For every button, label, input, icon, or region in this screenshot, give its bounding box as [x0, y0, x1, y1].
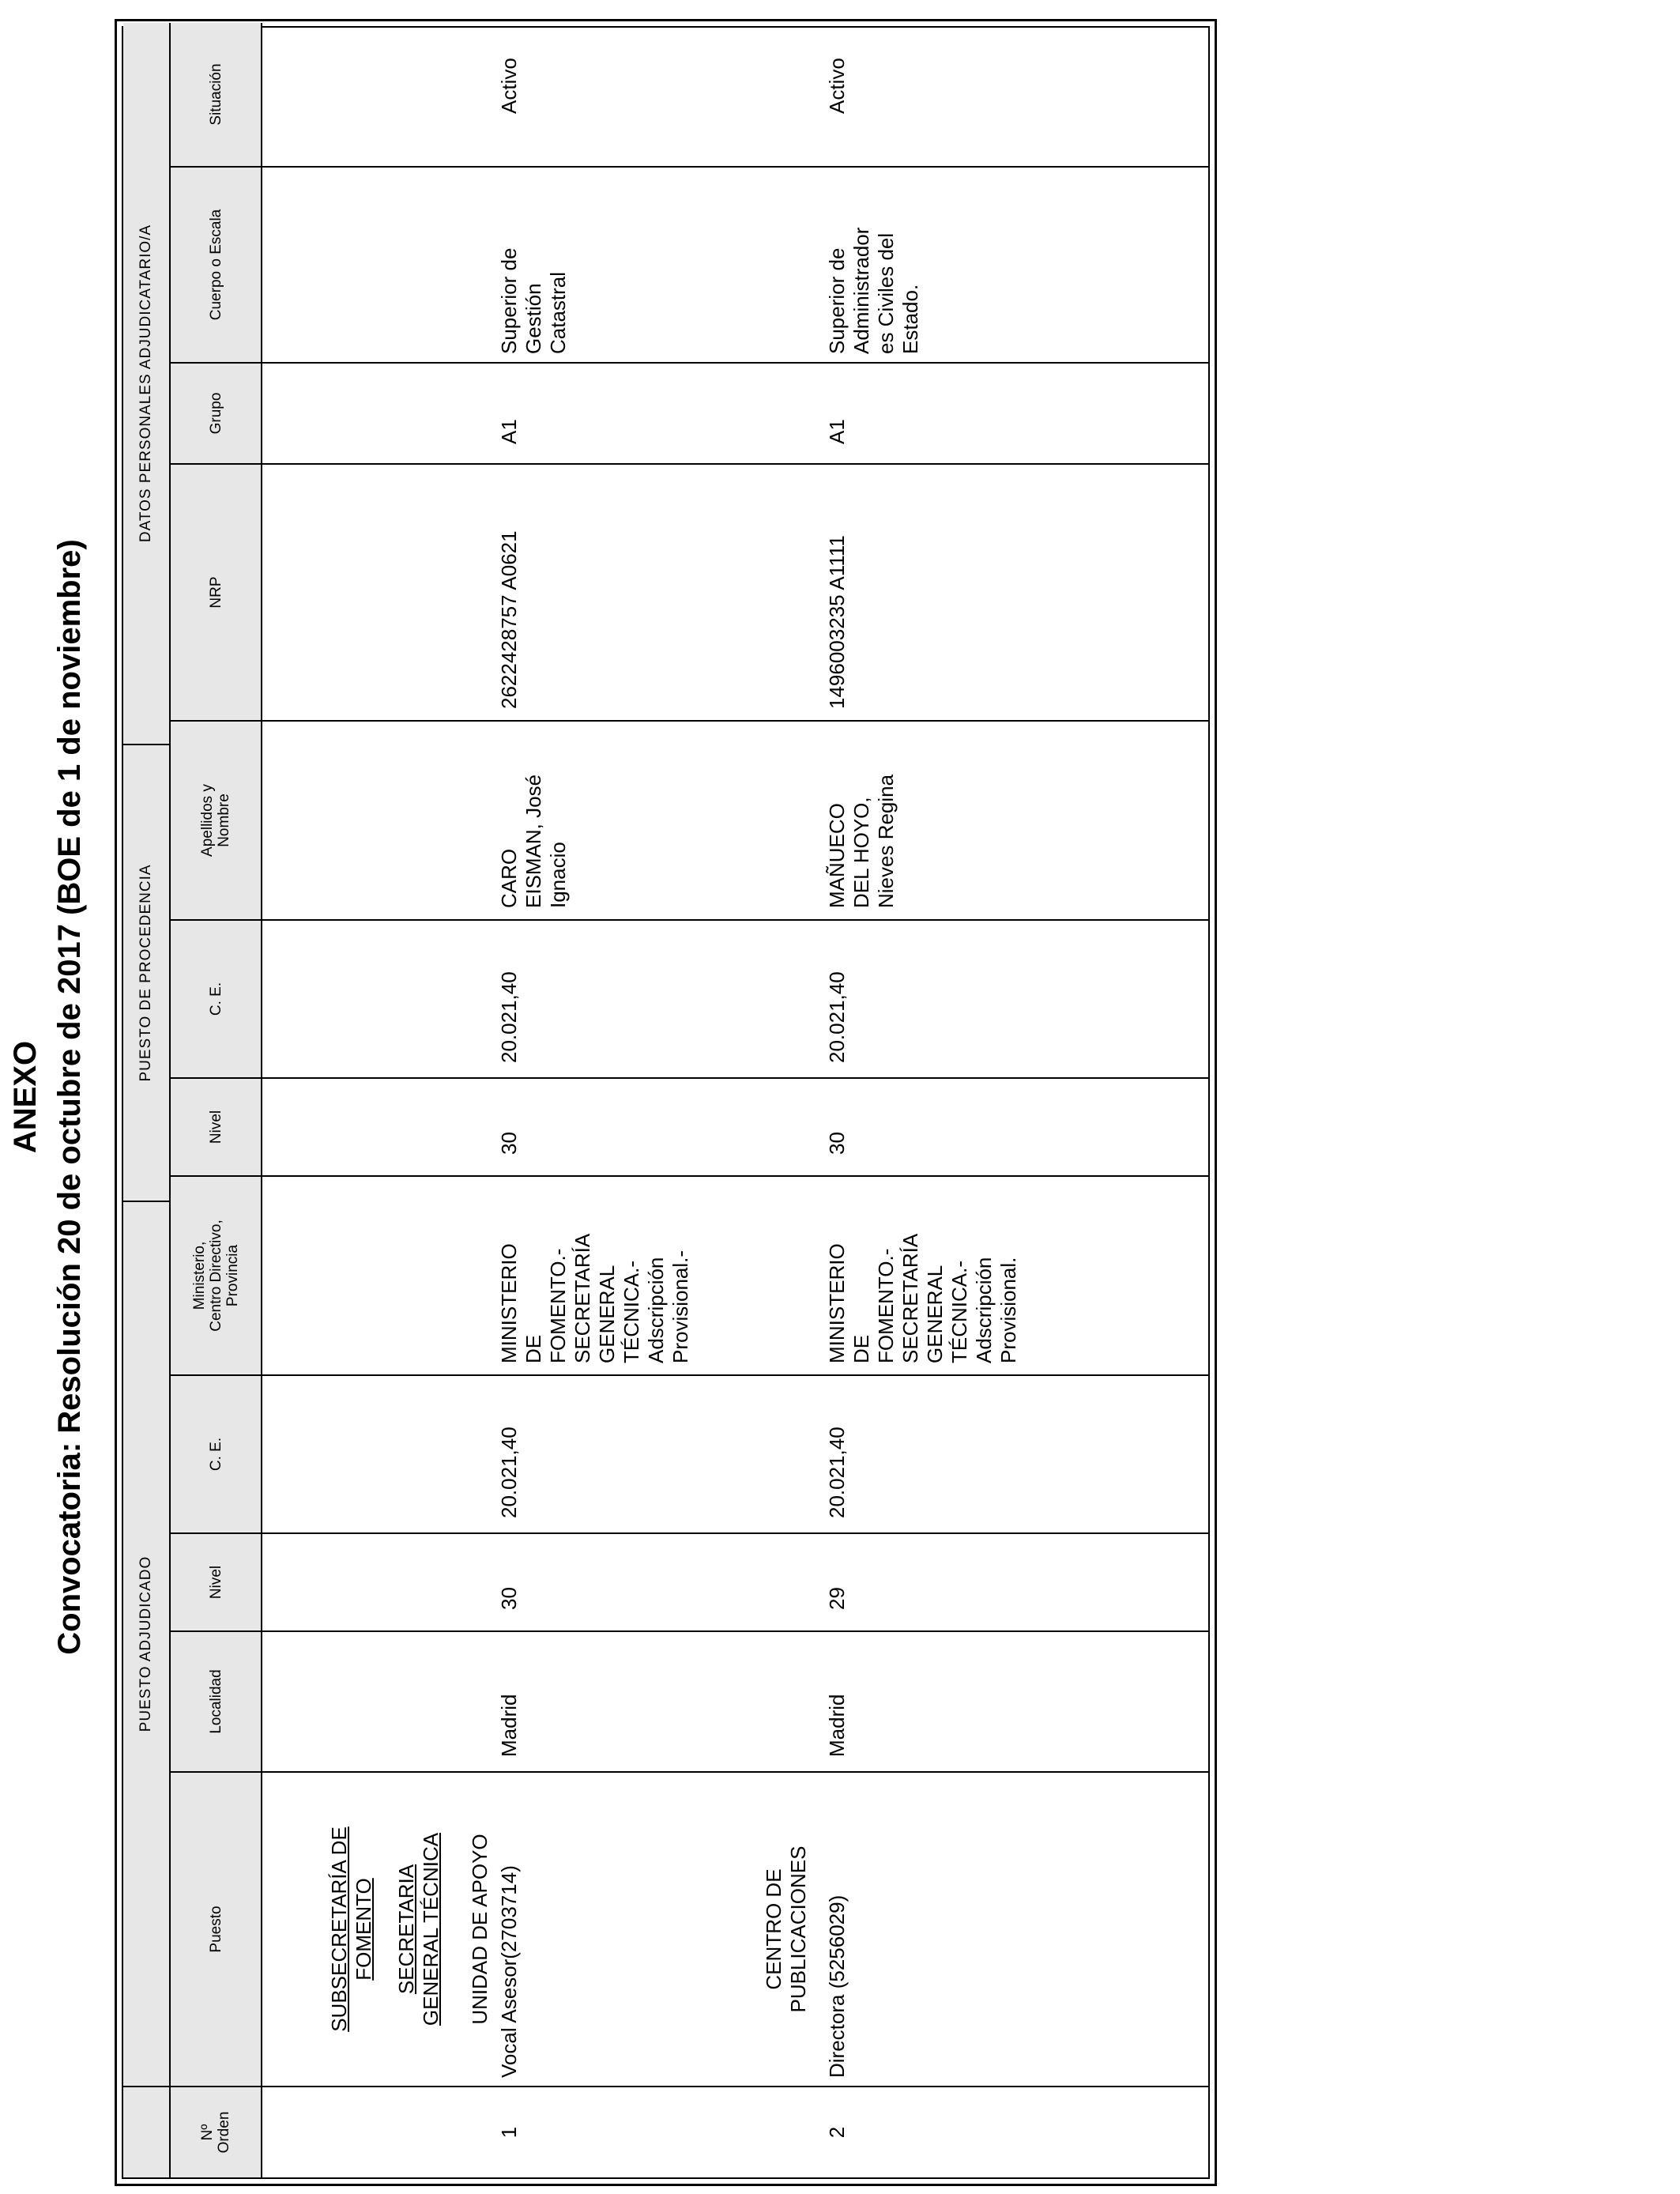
section-subsecretaria-line2: FOMENTO	[352, 1878, 375, 1981]
row2-cuerpo	[825, 228, 923, 354]
section-centro-publicaciones	[762, 1773, 811, 2086]
row1-apellidos-line: CARO	[497, 848, 521, 908]
row1-nrp: 2622428757 A0621	[497, 530, 521, 709]
col-header-cuerpo: Cuerpo o Escala	[171, 166, 262, 362]
row1-ministerio-line: MINISTERIO	[497, 1243, 521, 1363]
row2-ministerio-line: DE	[849, 1334, 873, 1363]
group-header-puesto-adjudicado: PUESTO ADJUDICADO	[123, 1201, 171, 2086]
row1-ministerio-line: SECRETARÍA	[571, 1233, 594, 1363]
row2-ministerio-line: TÉCNICA.-	[947, 1261, 971, 1363]
col-header-ce-procedencia: C. E.	[171, 919, 262, 1077]
row1-ministerio-line: Adscripción	[644, 1257, 668, 1363]
section-unidad-apoyo: UNIDAD DE APOYO	[468, 1834, 492, 2025]
row1-ministerio	[497, 1234, 693, 1363]
col-header-ce: C. E.	[171, 1374, 262, 1532]
col-header-nrp: NRP	[171, 463, 262, 720]
divider	[262, 2086, 1208, 2087]
divider	[262, 463, 1208, 465]
row1-situacion: Activo	[497, 58, 521, 114]
divider	[262, 1077, 1208, 1079]
col-header-localidad: Localidad	[171, 1630, 262, 1771]
row2-cuerpo-line: Superior de	[825, 247, 849, 354]
group-header-blank	[123, 2086, 171, 2177]
row1-cuerpo-line: Catastral	[546, 271, 570, 354]
document-title: ANEXO	[8, 1040, 43, 1154]
col-header-apellidos	[171, 720, 262, 919]
row2-cuerpo-line: Administrador	[849, 227, 873, 354]
divider	[262, 166, 1208, 168]
row1-ministerio-line: DE	[522, 1334, 545, 1363]
divider	[262, 1175, 1208, 1177]
row2-nrp: 1496003235 A1111	[825, 535, 849, 709]
section-subsecretaria-line1: SUBSECRETARÍA DE	[327, 1826, 351, 2032]
row2-ministerio-line: SECRETARÍA	[898, 1233, 922, 1363]
col-header-ministerio	[171, 1175, 262, 1374]
row1-ministerio-line: GENERAL	[595, 1265, 619, 1363]
divider	[262, 1630, 1208, 1632]
row2-ministerio	[825, 1234, 1021, 1363]
section-secretaria-line1: SECRETARIA	[394, 1864, 418, 1995]
section-secretaria-line2: GENERAL TÉCNICA	[419, 1832, 443, 2026]
section-centro-line1: CENTRO DE	[762, 1868, 785, 1990]
row1-puesto: Vocal Asesor(2703714)	[497, 1865, 521, 2078]
col-header-ministerio-line3: Provincia	[224, 1244, 241, 1307]
col-header-orden-line2: Orden	[216, 2111, 232, 2154]
row2-ministerio-line: FOMENTO.-	[874, 1248, 898, 1363]
row1-orden: 1	[497, 2126, 521, 2139]
divider	[262, 1532, 1208, 1534]
col-header-orden	[171, 2086, 262, 2177]
row1-cuerpo	[497, 248, 571, 354]
group-header-puesto-procedencia: PUESTO DE PROCEDENCIA	[123, 744, 171, 1201]
row1-apellidos-line: Ignacio	[546, 842, 570, 908]
row2-ministerio-line: Adscripción	[972, 1257, 996, 1363]
row1-cuerpo-line: Superior de	[497, 247, 521, 354]
row2-orden: 2	[825, 2126, 849, 2139]
col-header-apellidos-line2: Nombre	[216, 794, 232, 847]
row1-localidad: Madrid	[497, 1694, 521, 1757]
row2-situacion: Activo	[825, 58, 849, 114]
section-centro-line2: PUBLICACIONES	[786, 1845, 810, 2013]
col-header-situacion: Situación	[171, 23, 262, 166]
row2-apellidos-line: DEL HOYO,	[849, 797, 873, 908]
row2-ministerio-line: GENERAL	[923, 1265, 947, 1363]
row1-grupo: A1	[497, 419, 521, 444]
row2-nivel: 29	[825, 1587, 849, 1610]
col-header-orden-line1: Nº	[199, 2124, 216, 2141]
row2-apellidos	[825, 775, 898, 908]
divider	[262, 1374, 1208, 1376]
row1-nivel-procedencia: 30	[497, 1132, 521, 1155]
row2-nivel-procedencia: 30	[825, 1132, 849, 1155]
row2-puesto: Directora (5256029)	[825, 1894, 849, 2078]
row1-ministerio-line: FOMENTO.-	[546, 1248, 570, 1363]
col-header-puesto: Puesto	[171, 1771, 262, 2086]
row2-ministerio-line: MINISTERIO	[825, 1243, 849, 1363]
divider	[262, 362, 1208, 364]
col-header-grupo: Grupo	[171, 362, 262, 463]
document-subtitle: Convocatoria: Resolución 20 de octubre de 2017 (BOE de 1 de noviembre)	[52, 539, 87, 1655]
row1-ministerio-line: TÉCNICA.-	[620, 1261, 643, 1363]
row1-apellidos	[497, 775, 571, 908]
divider	[262, 919, 1208, 921]
row1-ministerio-line: Provisional.-	[669, 1250, 692, 1363]
col-header-nivel-procedencia: Nivel	[171, 1077, 262, 1175]
col-header-ministerio-line2: Centro Directivo,	[207, 1220, 224, 1332]
row2-ministerio-line: Provisional.	[996, 1257, 1020, 1363]
divider	[262, 720, 1208, 722]
table-inner	[122, 26, 1210, 2179]
row2-ce: 20.021,40	[825, 1427, 849, 1518]
row1-apellidos-line: EISMAN, José	[522, 774, 545, 908]
section-subsecretaria	[327, 1773, 376, 2086]
row1-cuerpo-line: Gestión	[522, 283, 545, 354]
row1-ce-procedencia: 20.021,40	[497, 971, 521, 1063]
row2-ce-procedencia: 20.021,40	[825, 971, 849, 1063]
col-header-apellidos-line1: Apellidos y	[199, 784, 216, 857]
row2-cuerpo-line: Estado.	[898, 284, 922, 354]
row2-apellidos-line: MAÑUECO	[825, 803, 849, 908]
row1-nivel: 30	[497, 1587, 521, 1610]
group-header-datos-personales: DATOS PERSONALES ADJUDICATARIO/A	[123, 23, 171, 744]
row2-cuerpo-line: es Civiles del	[874, 232, 898, 354]
row1-ce: 20.021,40	[497, 1427, 521, 1518]
section-secretaria	[394, 1773, 443, 2086]
row2-localidad: Madrid	[825, 1694, 849, 1757]
anexo-table	[115, 19, 1217, 2186]
col-header-nivel: Nivel	[171, 1532, 262, 1630]
row2-apellidos-line: Nieves Regina	[874, 774, 898, 908]
col-header-ministerio-line1: Ministerio,	[190, 1241, 208, 1310]
row2-grupo: A1	[825, 419, 849, 444]
